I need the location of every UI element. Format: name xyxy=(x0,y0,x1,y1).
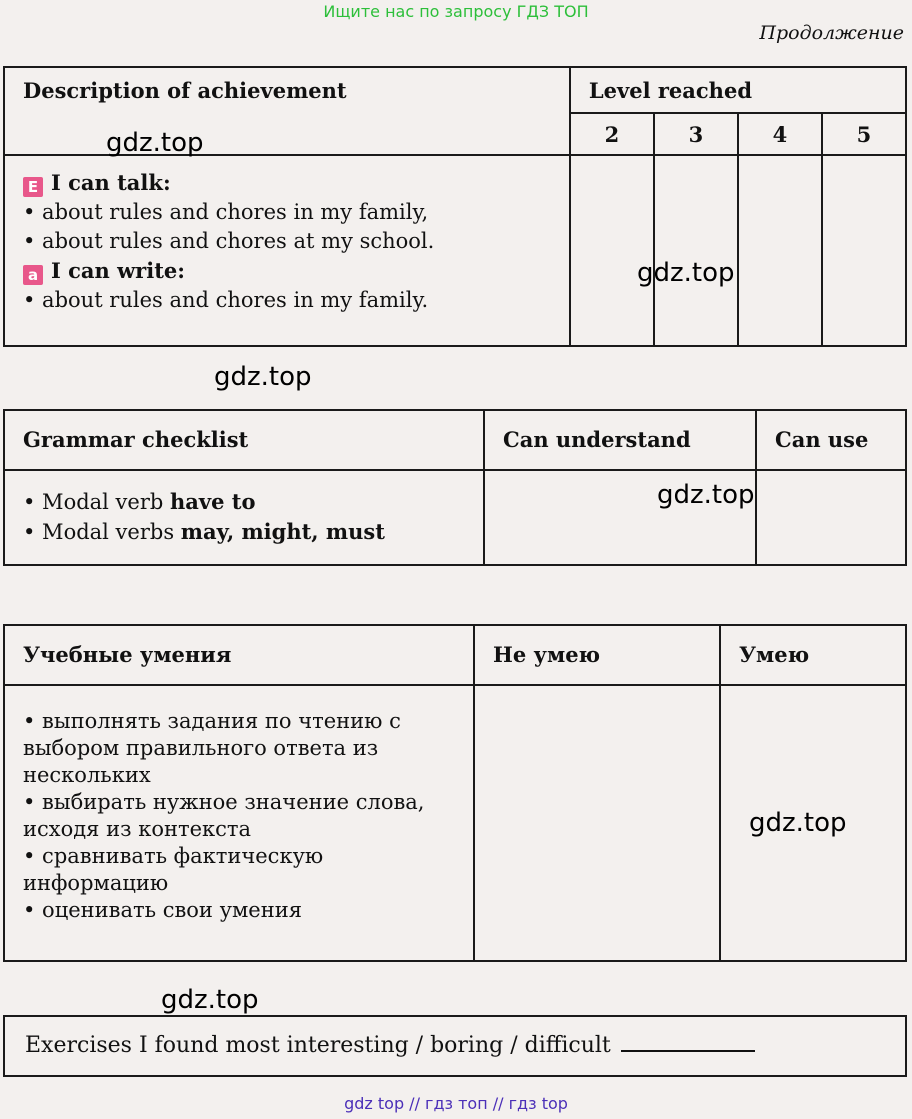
bottom-links[interactable]: gdz top // гдз топ // гдз top xyxy=(344,1094,568,1113)
header-cannot xyxy=(474,625,720,685)
header-level-label: Level reached xyxy=(588,78,752,103)
skill-item: • выполнять задания по чтению с выбором правильного ответа из нескольких xyxy=(23,709,401,787)
level-4: 4 xyxy=(738,113,822,155)
skill-item: • оценивать свои умения xyxy=(23,898,302,922)
write-item: • about rules and chores in my family. xyxy=(23,288,429,312)
header-skills-label: Учебные умения xyxy=(23,642,232,667)
header-level-reached xyxy=(570,67,906,113)
header-grammar-checklist xyxy=(4,410,484,470)
header-grammar-label: Grammar checklist xyxy=(23,427,249,452)
exercises-text: Exercises I found most interesting / boring / difficult xyxy=(25,1033,611,1058)
header-cannot-label: Не умею xyxy=(493,642,601,667)
talk-label: I can talk: xyxy=(51,170,171,195)
watermark: gdz.top xyxy=(749,808,847,838)
level-5: 5 xyxy=(822,113,906,155)
can-use-cell[interactable] xyxy=(756,470,906,565)
grammar-table xyxy=(3,409,907,566)
header-description xyxy=(4,67,570,155)
grammar-items-cell xyxy=(4,470,484,565)
watermark: gdz.top xyxy=(161,985,259,1015)
level-3-cell[interactable] xyxy=(654,155,738,346)
talk-item: • about rules and chores in my family, xyxy=(23,200,429,224)
header-can-understand xyxy=(484,410,756,470)
header-description-label: Description of achievement xyxy=(23,78,347,103)
talk-item: • about rules and chores at my school. xyxy=(23,229,435,253)
skill-item: • сравнивать фактическую информацию xyxy=(23,844,324,895)
cannot-cell[interactable] xyxy=(474,685,720,961)
header-understand-label: Can understand xyxy=(503,427,691,452)
header-can-label: Умею xyxy=(739,642,810,667)
header-skills xyxy=(4,625,474,685)
header-can xyxy=(720,625,906,685)
continued-label: Продолжение xyxy=(759,22,904,44)
grammar-item: • Modal verb have to xyxy=(23,489,256,514)
answer-line[interactable] xyxy=(621,1050,755,1052)
top-search-link[interactable]: Ищите нас по запросу ГДЗ ТОП xyxy=(323,2,589,21)
talk-icon: E xyxy=(23,177,43,197)
watermark: gdz.top xyxy=(214,362,312,392)
write-label: I can write: xyxy=(51,258,186,283)
exercises-box xyxy=(3,1015,907,1077)
watermark: gdz.top xyxy=(657,480,755,510)
level-2-cell[interactable] xyxy=(570,155,654,346)
watermark: gdz.top xyxy=(637,258,735,288)
level-5-cell[interactable] xyxy=(822,155,906,346)
skills-table xyxy=(3,624,907,962)
grammar-item: • Modal verbs may, might, must xyxy=(23,519,385,544)
header-can-use xyxy=(756,410,906,470)
skills-items-cell xyxy=(4,685,474,961)
achievement-table xyxy=(3,66,907,347)
watermark: gdz.top xyxy=(106,128,204,158)
write-icon: a xyxy=(23,265,43,285)
level-4-cell[interactable] xyxy=(738,155,822,346)
header-use-label: Can use xyxy=(775,427,869,452)
achievement-description-cell xyxy=(4,155,570,346)
level-2: 2 xyxy=(570,113,654,155)
level-3: 3 xyxy=(654,113,738,155)
skill-item: • выбирать нужное значение слова, исходя из контекста xyxy=(23,790,425,841)
